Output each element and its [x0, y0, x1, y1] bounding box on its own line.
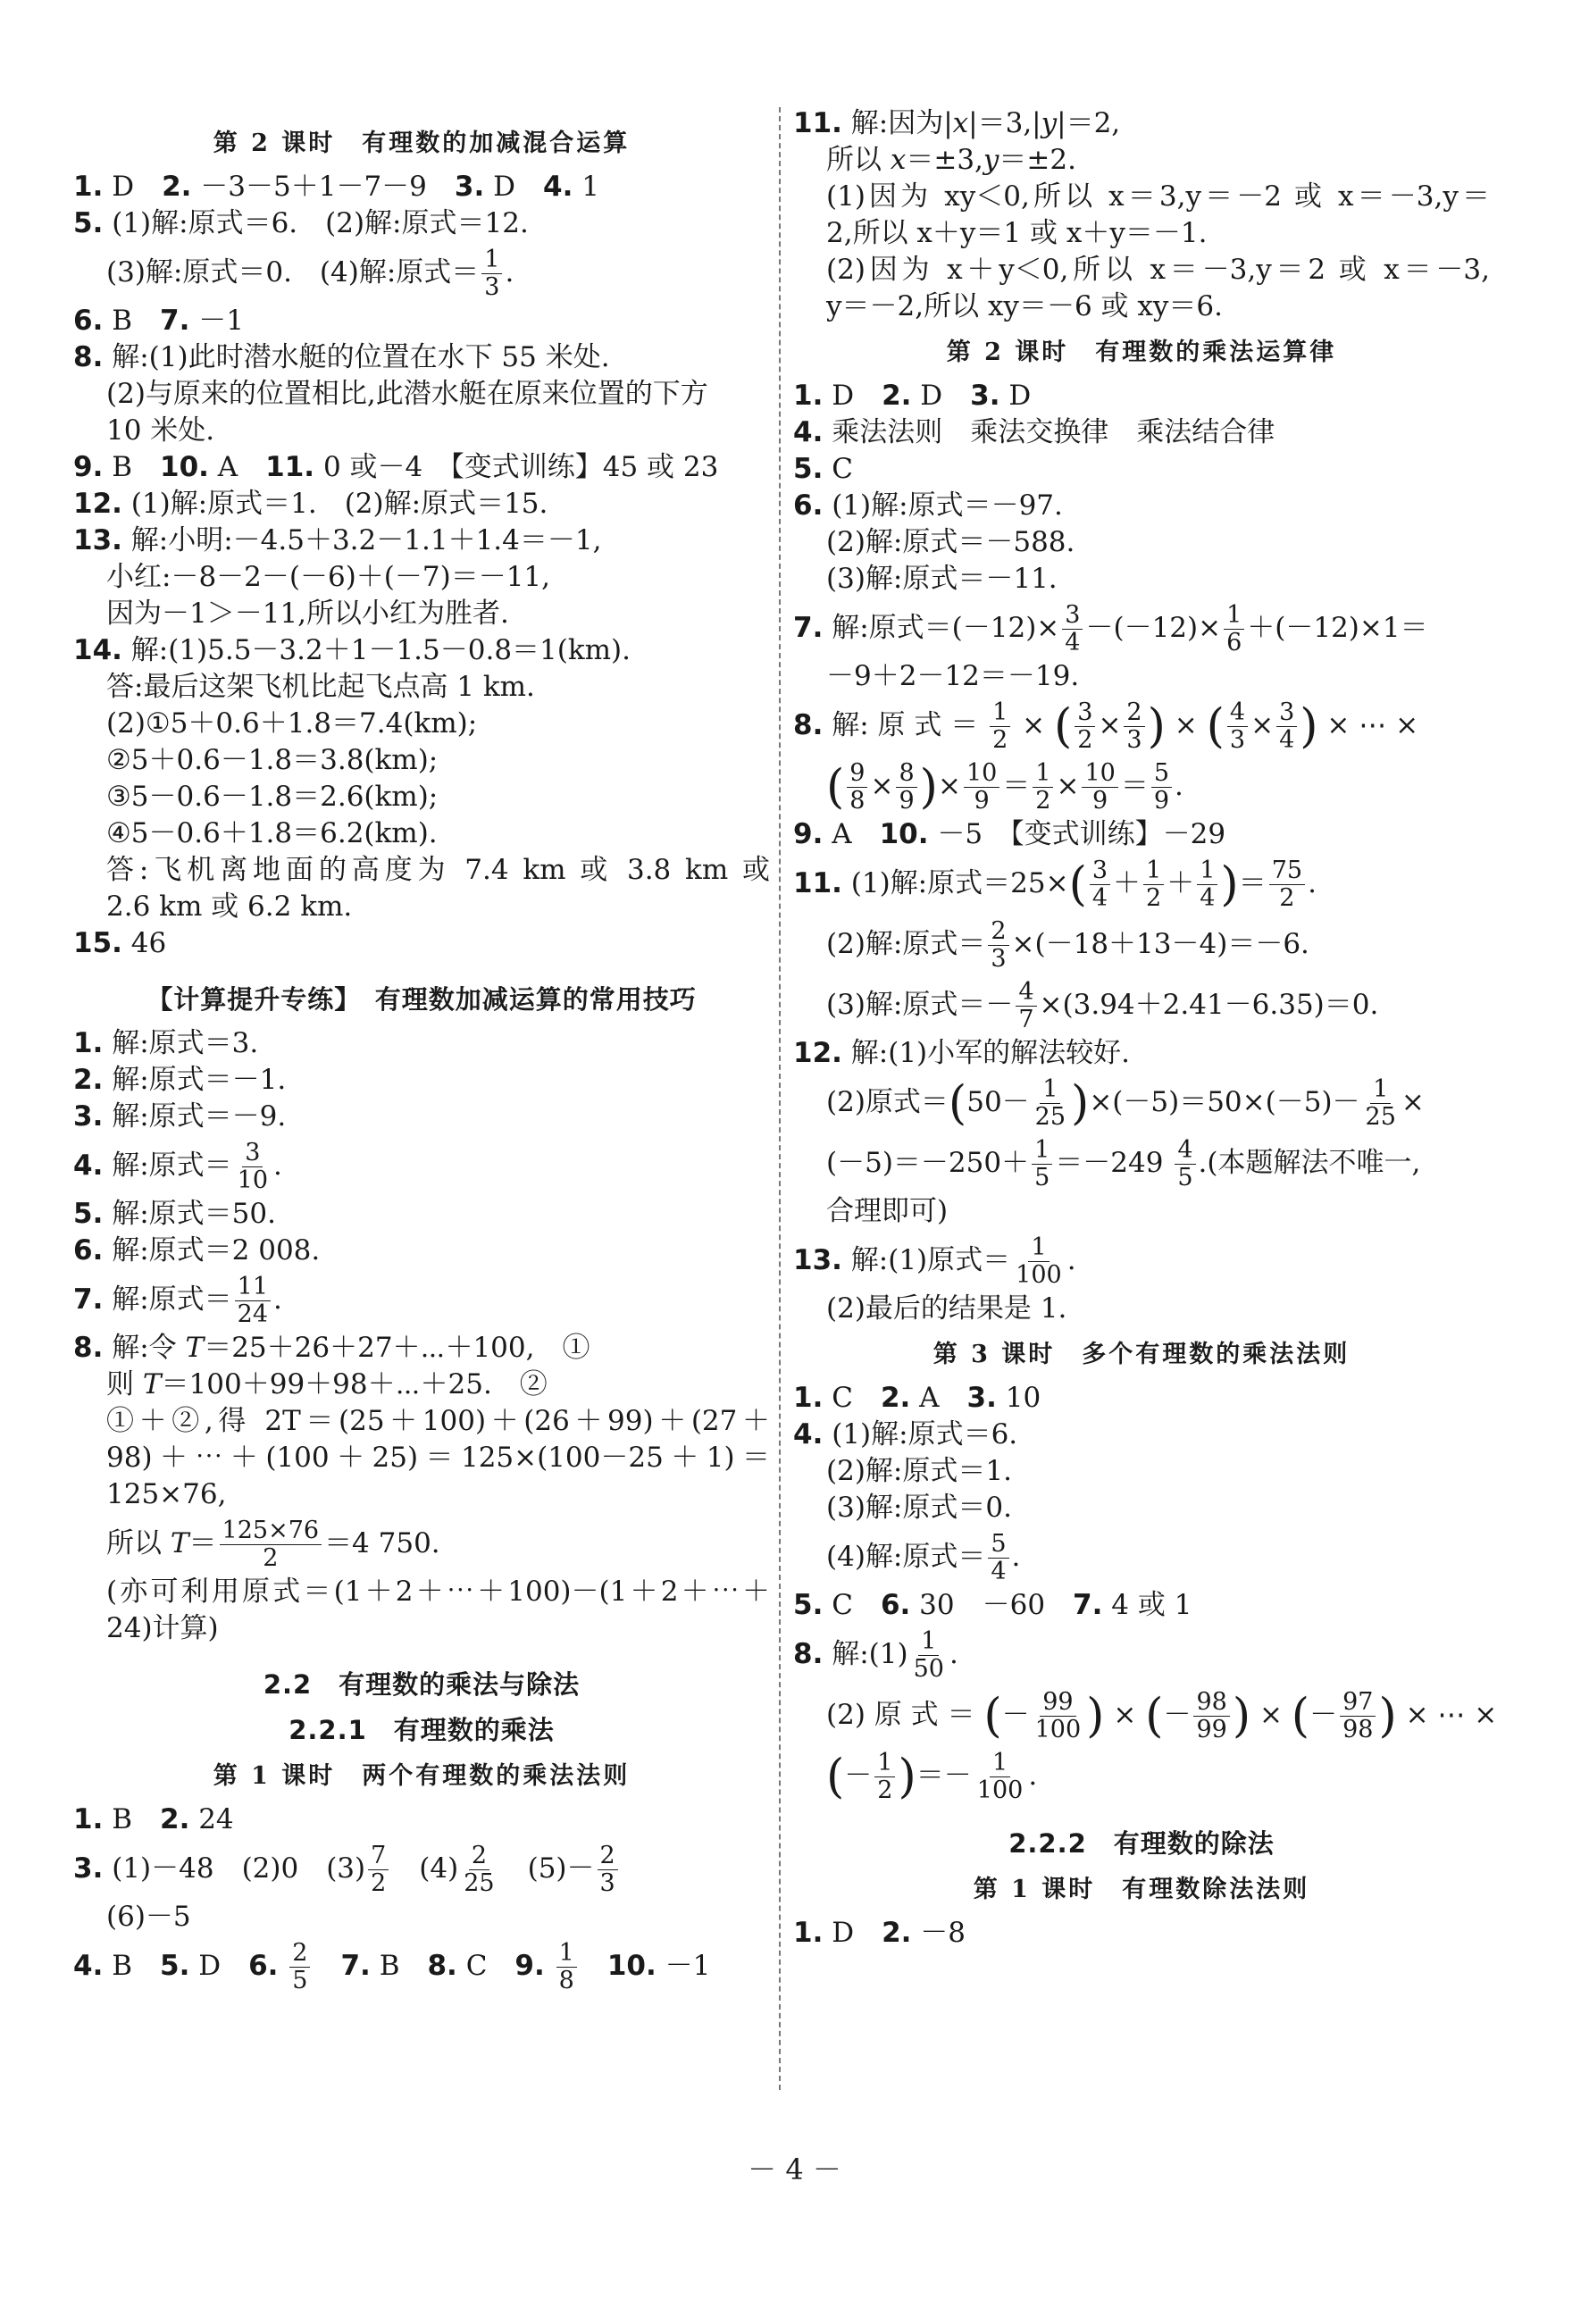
fraction: $\frac{1}{25}$ — [1365, 1075, 1396, 1131]
page-number: － 4 － — [748, 2153, 841, 2186]
answer-line: 5. (1)解:原式＝6. (2)解:原式＝12. — [73, 207, 529, 239]
fraction: $\frac{3}{10}$ — [237, 1139, 269, 1194]
answer-line: 125×76, — [106, 1478, 227, 1510]
fraction: $\frac{3}{2}$ — [1075, 699, 1095, 754]
answer-line: 6. 解:原式＝2 008. — [73, 1234, 321, 1266]
answer-line: 1. D 2. －3－5＋1－7－9 3. D 4. 1 — [73, 171, 599, 203]
answer-line: ④5－0.6＋1.8＝6.2(km). — [106, 817, 438, 849]
answer-line: (2)解:原式＝ $\frac{2}{3}$ ×(－18＋13－4)＝－6. — [826, 917, 1309, 973]
answer-line: 4. 解:原式＝ $\frac{3}{10}$ . — [73, 1139, 282, 1194]
answer-line: (2)原式＝(50－ $\frac{1}{25}$ )×(－5)＝50×(－5)－ $\frac{1}{25}$ × — [826, 1075, 1425, 1131]
answer-line: 5. C 6. 30 －60 7. 4 或 1 — [793, 1589, 1192, 1621]
answer-line: 1. D 2. D 3. D — [793, 380, 1032, 412]
answer-line: 7. 解:原式＝ $\frac{11}{24}$ . — [73, 1273, 282, 1328]
fraction: $\frac{7}{2}$ — [368, 1843, 389, 1897]
fraction: $\frac{8}{9}$ — [896, 760, 916, 815]
fraction: $\frac{3}{4}$ — [1276, 699, 1297, 754]
answer-line: (6)－5 — [106, 1901, 191, 1933]
answer-line: 8. 解:令 T＝25＋26＋27＋⋯＋100, ① — [73, 1332, 590, 1364]
fraction: $\frac{2}{3}$ — [988, 918, 1008, 973]
answer-line: 7. 解:原式＝(－12)× $\frac{3}{4}$ －(－12)× $\frac{1}{6}$ ＋(－12)×1＝ — [793, 601, 1428, 656]
fraction: $\frac{2}{3}$ — [598, 1843, 618, 1897]
column-divider — [779, 107, 781, 2090]
fraction: $\frac{1}{4}$ — [1197, 857, 1217, 912]
fraction: $\frac{4}{5}$ — [1175, 1137, 1195, 1191]
answer-line: 8. 解:(1) $\frac{1}{50}$ . — [793, 1627, 958, 1683]
answer-line: 6. (1)解:原式＝－97. — [793, 489, 1063, 522]
section-heading: 2.2 有理数的乘法与除法 — [263, 1669, 581, 1700]
fraction: $\frac{2}{5}$ — [289, 1940, 310, 1994]
answer-line: 24)计算) — [106, 1612, 219, 1644]
answer-line: 5. C — [793, 453, 853, 485]
answer-line: 8. 解:(1)此时潜水艇的位置在水下 55 米处. — [73, 341, 610, 373]
answer-line: ( $\frac{9}{8}$ × $\frac{8}{9}$ )× $\frac{10}{9}$ ＝ $\frac{1}{2}$ × $\frac{10}{9}$ ＝ $\frac{5}{9}$ . — [826, 759, 1183, 815]
fraction: $\frac{1}{8}$ — [556, 1940, 577, 1994]
fraction: $\frac{1}{5}$ — [1032, 1137, 1052, 1191]
answer-line: (3)解:原式＝0. — [826, 1492, 1012, 1524]
answer-line: (2)最后的结果是 1. — [826, 1292, 1067, 1325]
fraction: $\frac{3}{4}$ — [1090, 857, 1110, 912]
fraction: $\frac{1}{2}$ — [1143, 857, 1164, 912]
answer-line: (2)与原来的位置相比,此潜水艇在原来位置的下方 — [106, 378, 708, 410]
answer-line: 15. 46 — [73, 927, 167, 959]
fraction: $\frac{1}{2}$ — [990, 699, 1010, 754]
answer-line: 13. 解:小明:－4.5＋3.2－1.1＋1.4＝－1, — [73, 524, 602, 556]
answer-line: 9. A 10. －5 【变式训练】－29 — [793, 818, 1226, 850]
answer-line: y＝－2,所以 xy＝－6 或 xy＝6. — [826, 290, 1223, 322]
fraction: $\frac{99}{100}$ — [1034, 1688, 1082, 1743]
answer-line: 所以 T＝ $\frac{125\times 76}{2}$ ＝4 750. — [106, 1517, 440, 1572]
fraction: $\frac{5}{9}$ — [1151, 760, 1172, 815]
answer-line: 12. (1)解:原式＝1. (2)解:原式＝15. — [73, 488, 548, 520]
fraction: $\frac{10}{9}$ — [964, 760, 999, 815]
answer-line: 1. D 2. －8 — [793, 1917, 966, 1949]
fraction: $\frac{1}{25}$ — [1034, 1075, 1066, 1131]
answer-line: 3. 解:原式＝－9. — [73, 1100, 287, 1133]
answer-line: (2) 原 式 ＝ (－ $\frac{99}{100}$ ) × (－ $\frac{98}{99}$ ) × (－ $\frac{97}{98}$ ) × ⋯ × — [826, 1688, 1498, 1743]
fraction: $\frac{11}{24}$ — [235, 1274, 271, 1328]
answer-line: (2)①5＋0.6＋1.8＝7.4(km); — [106, 707, 478, 740]
fraction: $\frac{10}{9}$ — [1082, 760, 1117, 815]
answer-line: (2)因为 x＋y＜0,所以 x＝－3,y＝2 或 x＝－3, — [826, 254, 1490, 286]
left-column — [73, 116, 770, 1996]
section-heading: 第 3 课时 多个有理数的乘法法则 — [932, 1341, 1351, 1368]
section-heading: 2.2.1 有理数的乘法 — [289, 1715, 555, 1745]
fraction: $\frac{5}{4}$ — [988, 1531, 1008, 1585]
fraction: $\frac{2}{3}$ — [1124, 699, 1144, 754]
answer-line: (亦可利用原式＝(1＋2＋⋯＋100)－(1＋2＋⋯＋ — [106, 1576, 770, 1608]
answer-line: 2. 解:原式＝－1. — [73, 1064, 287, 1096]
answer-line: 4. (1)解:原式＝6. — [793, 1418, 1018, 1450]
fraction: $\frac{1}{2}$ — [874, 1750, 895, 1804]
answer-line: 11. 解:因为|x|＝3,|y|＝2, — [793, 107, 1121, 139]
answer-line: (2)解:原式＝1. — [826, 1455, 1012, 1487]
answer-line: ②5＋0.6－1.8＝3.8(km); — [106, 744, 439, 776]
answer-line: 11. (1)解:原式＝25×( $\frac{3}{4}$ ＋ $\frac{1}{2}$ ＋ $\frac{1}{4}$ )＝ $\frac{75}{2}$ . — [793, 857, 1317, 912]
answer-line: 答:最后这架飞机比起飞点高 1 km. — [106, 671, 535, 703]
answer-line: (4)解:原式＝ $\frac{5}{4}$ . — [826, 1530, 1021, 1585]
answer-line: 4. 乘法法则 乘法交换律 乘法结合律 — [793, 416, 1275, 448]
answer-line: (－ $\frac{1}{2}$ )＝－ $\frac{1}{100}$ . — [826, 1749, 1038, 1804]
answer-line: 小红:－8－2－(－6)＋(－7)＝－11, — [106, 561, 551, 593]
section-heading: 第 1 课时 有理数除法法则 — [973, 1876, 1310, 1903]
answer-line: 8. 解: 原 式 ＝ $\frac{1}{2}$ × ( $\frac{3}{2}$ × $\frac{2}{3}$ ) × ( $\frac{4}{3}$ × $\frac{3}{4}$ ) × ⋯ × — [793, 698, 1419, 754]
answer-line: 2.6 km 或 6.2 km. — [106, 890, 353, 923]
answer-line: (2)解:原式＝－588. — [826, 526, 1075, 558]
fraction: $\frac{75}{2}$ — [1269, 857, 1305, 912]
answer-line: 合理即可) — [826, 1195, 949, 1227]
answer-line: 1. C 2. A 3. 10 — [793, 1382, 1041, 1414]
fraction: $\frac{1}{100}$ — [976, 1749, 1024, 1804]
answer-line: (3)解:原式＝－11. — [826, 563, 1058, 595]
answer-line: 9. B 10. A 11. 0 或－4 【变式训练】45 或 23 — [73, 451, 719, 483]
fraction: $\frac{1}{50}$ — [913, 1627, 944, 1683]
answer-line: 13. 解:(1)原式＝ $\frac{1}{100}$ . — [793, 1233, 1076, 1289]
fraction: $\frac{98}{99}$ — [1193, 1689, 1229, 1743]
right-column — [793, 105, 1498, 1952]
answer-line: 1. B 2. 24 — [73, 1803, 234, 1835]
fraction: $\frac{125\times 76}{2}$ — [220, 1517, 322, 1572]
answer-line: (3)解:原式＝－ $\frac{4}{7}$ ×(3.94＋2.41－6.35)＝0. — [826, 978, 1379, 1033]
fraction: $\frac{4}{7}$ — [1016, 979, 1036, 1033]
answer-line: 10 米处. — [106, 414, 215, 447]
answer-line: 5. 解:原式＝50. — [73, 1198, 276, 1230]
fraction: $\frac{1}{6}$ — [1224, 602, 1244, 656]
answer-line: 3. (1)－48 (2)0 (3) $\frac{7}{2}$ (4) $\frac{2}{25}$ (5)－ $\frac{2}{3}$ — [73, 1838, 770, 1899]
section-heading: 第 2 课时 有理数的加减混合运算 — [213, 130, 631, 157]
section-heading: 【计算提升专练】 有理数加减运算的常用技巧 — [146, 984, 697, 1015]
fraction: $\frac{1}{100}$ — [1016, 1233, 1062, 1289]
answer-line: ①＋②,得 2T＝(25＋100)＋(26＋99)＋(27＋ — [106, 1405, 770, 1437]
answer-line: 则 T＝100＋99＋98＋⋯＋25. ② — [106, 1368, 548, 1400]
fraction: $\frac{2}{25}$ — [464, 1842, 495, 1897]
answer-line: ③5－0.6－1.8＝2.6(km); — [106, 781, 439, 813]
answer-line: (3)解:原式＝0. (4)解:原式＝ $\frac{1}{3}$ . — [106, 246, 514, 301]
fraction: $\frac{9}{8}$ — [847, 760, 867, 815]
fraction: $\frac{1}{3}$ — [481, 247, 502, 301]
answer-line: (－5)＝－250＋ $\frac{1}{5}$ ＝－249 $\frac{4}{5}$ .(本题解法不唯一, — [826, 1136, 1421, 1191]
answer-line: 12. 解:(1)小军的解法较好. — [793, 1037, 1130, 1069]
answer-line: 所以 x＝±3,y＝±2. — [826, 144, 1076, 176]
answer-line: 答:飞机离地面的高度为 7.4 km 或 3.8 km 或 — [106, 854, 770, 886]
answer-line: 98)＋⋯＋(100＋25)＝125×(100－25＋1)＝ — [106, 1442, 770, 1474]
answer-line: －9＋2－12＝－19. — [826, 660, 1080, 692]
fraction: $\frac{4}{3}$ — [1227, 699, 1248, 754]
fraction: $\frac{3}{4}$ — [1062, 602, 1083, 656]
answer-line: 6. B 7. －1 — [73, 305, 244, 337]
answer-line: 因为－1＞－11,所以小红为胜者. — [106, 598, 509, 630]
section-heading: 第 2 课时 有理数的乘法运算律 — [946, 339, 1337, 366]
fraction: $\frac{1}{2}$ — [1033, 760, 1053, 815]
section-heading: 第 1 课时 两个有理数的乘法法则 — [213, 1762, 631, 1790]
section-heading: 2.2.2 有理数的除法 — [1008, 1828, 1275, 1859]
fraction: $\frac{97}{98}$ — [1340, 1689, 1376, 1743]
answer-line: 4. B 5. D 6. $\frac{2}{5}$ 7. B 8. C 9. $\frac{1}{8}$ 10. －1 — [73, 1939, 711, 1994]
answer-line: 14. 解:(1)5.5－3.2＋1－1.5－0.8＝1(km). — [73, 634, 631, 666]
answer-line: 2,所以 x＋y＝1 或 x＋y＝－1. — [826, 217, 1208, 249]
answer-line: 1. 解:原式＝3. — [73, 1027, 259, 1059]
answer-line: (1)因为 xy＜0,所以 x＝3,y＝－2 或 x＝－3,y＝ — [826, 180, 1490, 213]
